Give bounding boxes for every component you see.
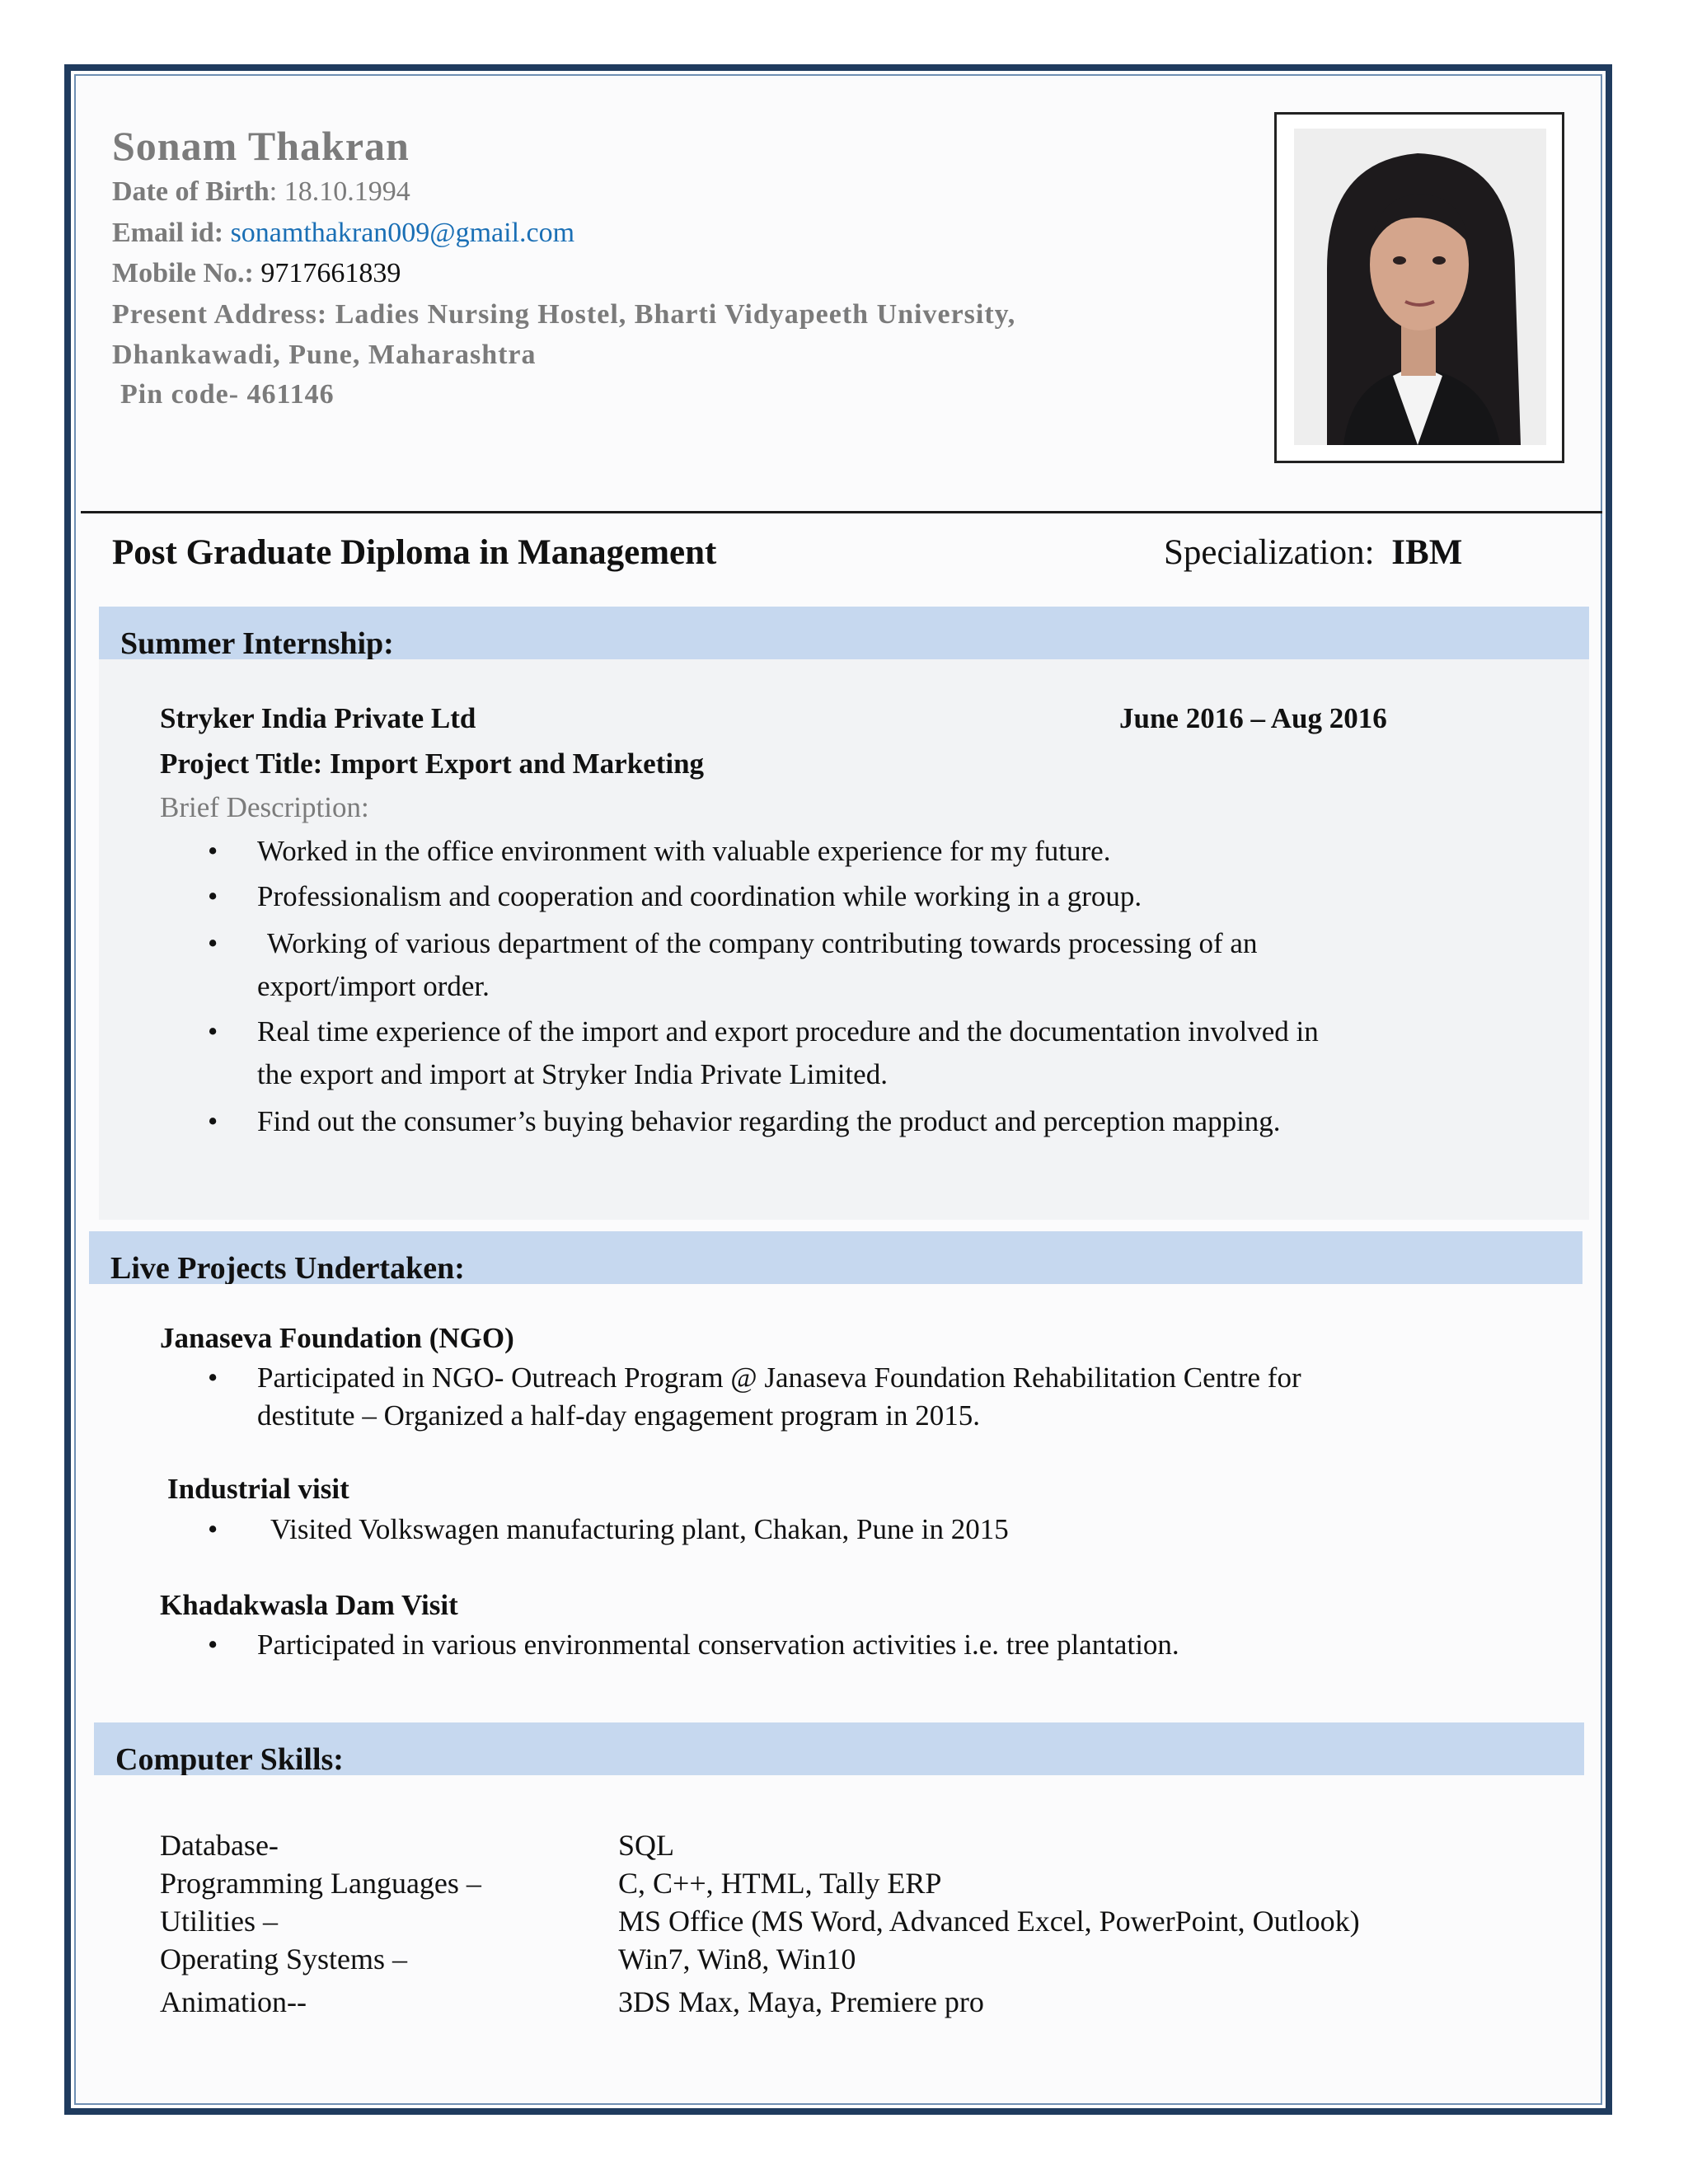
- skills-table: [160, 1828, 1360, 2022]
- mobile-label: Mobile No.:: [112, 258, 254, 288]
- skill-value: MS Office (MS Word, Advanced Excel, PowerPoint, Outlook): [618, 1905, 1360, 1938]
- address-line-2: Dhankawadi, Pune, Maharashtra: [112, 340, 537, 370]
- bullet-icon: •: [208, 1513, 218, 1545]
- brief-description-text: Brief Description: [160, 791, 361, 823]
- project-title-industrial-visit: Industrial visit: [167, 1473, 349, 1505]
- skill-label: Animation--: [160, 1985, 307, 2018]
- profile-photo: [1294, 129, 1546, 445]
- list-item: • Participated in NGO- Outreach Program @ Janaseva Foundation Rehabilitation Centre for: [208, 1361, 1301, 1394]
- dob-value: : 18.10.1994: [269, 176, 410, 207]
- list-item-continuation: export/import order.: [257, 970, 490, 1002]
- mobile-line: [112, 258, 401, 289]
- specialization-label: Specialization:: [1164, 533, 1375, 572]
- internship-bullets: [208, 835, 1319, 1151]
- profile-photo-image: [1294, 129, 1546, 445]
- internship-project-title: Project Title: Import Export and Marketing: [160, 748, 705, 780]
- degree-title: Post Graduate Diploma in Management: [112, 533, 717, 572]
- skill-label: Database-: [160, 1829, 279, 1862]
- skill-label: Programming Languages –: [160, 1867, 481, 1900]
- candidate-name: Sonam Thakran: [112, 123, 410, 169]
- bullet-icon: •: [208, 1629, 218, 1661]
- table-row: [160, 1866, 1360, 1904]
- skill-label: Utilities –: [160, 1905, 278, 1938]
- mobile-value: 9717661839: [260, 258, 401, 288]
- bullet-icon: •: [208, 927, 218, 959]
- header-divider: [81, 511, 1602, 513]
- email-label: Email id:: [112, 218, 224, 248]
- brief-description-label: [160, 791, 369, 824]
- address-line-1: Present Address: Ladies Nursing Hostel, Bharti Vidyapeeth University,: [112, 299, 1016, 330]
- table-row: [160, 1985, 1360, 2022]
- skill-value: SQL: [618, 1829, 675, 1862]
- bullet-icon: •: [208, 1361, 218, 1394]
- internship-company: Stryker India Private Ltd: [160, 702, 476, 734]
- skill-value: 3DS Max, Maya, Premiere pro: [618, 1985, 984, 2018]
- table-row: [160, 1904, 1360, 1942]
- project-title-ngo: Janaseva Foundation (NGO): [160, 1322, 514, 1354]
- email-line: [112, 218, 574, 249]
- dob-label: Date of Birth: [112, 176, 270, 207]
- project-ngo-bullets: [208, 1361, 1301, 1437]
- internship-dates: June 2016 – Aug 2016: [1119, 702, 1387, 734]
- specialization: [1164, 532, 1462, 573]
- brief-description-colon: :: [360, 791, 369, 823]
- list-item: • Find out the consumer’s buying behavior regarding the product and perception mapping.: [208, 1105, 1281, 1137]
- skill-value: Win7, Win8, Win10: [618, 1943, 856, 1975]
- bullet-icon: •: [208, 1105, 218, 1137]
- list-item-continuation: destitute – Organized a half-day engagement program in 2015.: [257, 1399, 980, 1432]
- bullet-icon: •: [208, 835, 218, 867]
- dob-line: [112, 176, 410, 208]
- table-row: [160, 1828, 1360, 1866]
- pin-code: Pin code- 461146: [120, 379, 335, 410]
- project-industrial-bullets: [208, 1513, 1009, 1551]
- list-item-continuation: the export and import at Stryker India Private Limited.: [257, 1058, 888, 1090]
- internship-heading: Summer Internship:: [99, 607, 1589, 659]
- projects-heading: Live Projects Undertaken:: [89, 1231, 1582, 1284]
- list-item: • Worked in the office environment with valuable experience for my future.: [208, 835, 1111, 867]
- skill-value: C, C++, HTML, Tally ERP: [618, 1867, 942, 1900]
- bullet-icon: •: [208, 1015, 218, 1047]
- bullet-icon: •: [208, 880, 218, 912]
- project-title-dam-visit: Khadakwasla Dam Visit: [160, 1589, 458, 1621]
- specialization-value: IBM: [1391, 533, 1463, 572]
- list-item: • Professionalism and cooperation and coordination while working in a group.: [208, 880, 1142, 912]
- list-item: • Working of various department of the company contributing towards processing of an: [208, 927, 1258, 959]
- skills-heading: Computer Skills:: [94, 1722, 1584, 1775]
- list-item: • Visited Volkswagen manufacturing plant, Chakan, Pune in 2015: [208, 1513, 1009, 1545]
- project-dam-bullets: [208, 1629, 1179, 1666]
- skill-label: Operating Systems –: [160, 1943, 407, 1975]
- list-item: • Real time experience of the import and export procedure and the documentation involved in: [208, 1015, 1319, 1047]
- list-item: • Participated in various environmental conservation activities i.e. tree plantation.: [208, 1629, 1179, 1661]
- email-link[interactable]: sonamthakran009@gmail.com: [230, 218, 575, 248]
- table-row: [160, 1942, 1360, 1985]
